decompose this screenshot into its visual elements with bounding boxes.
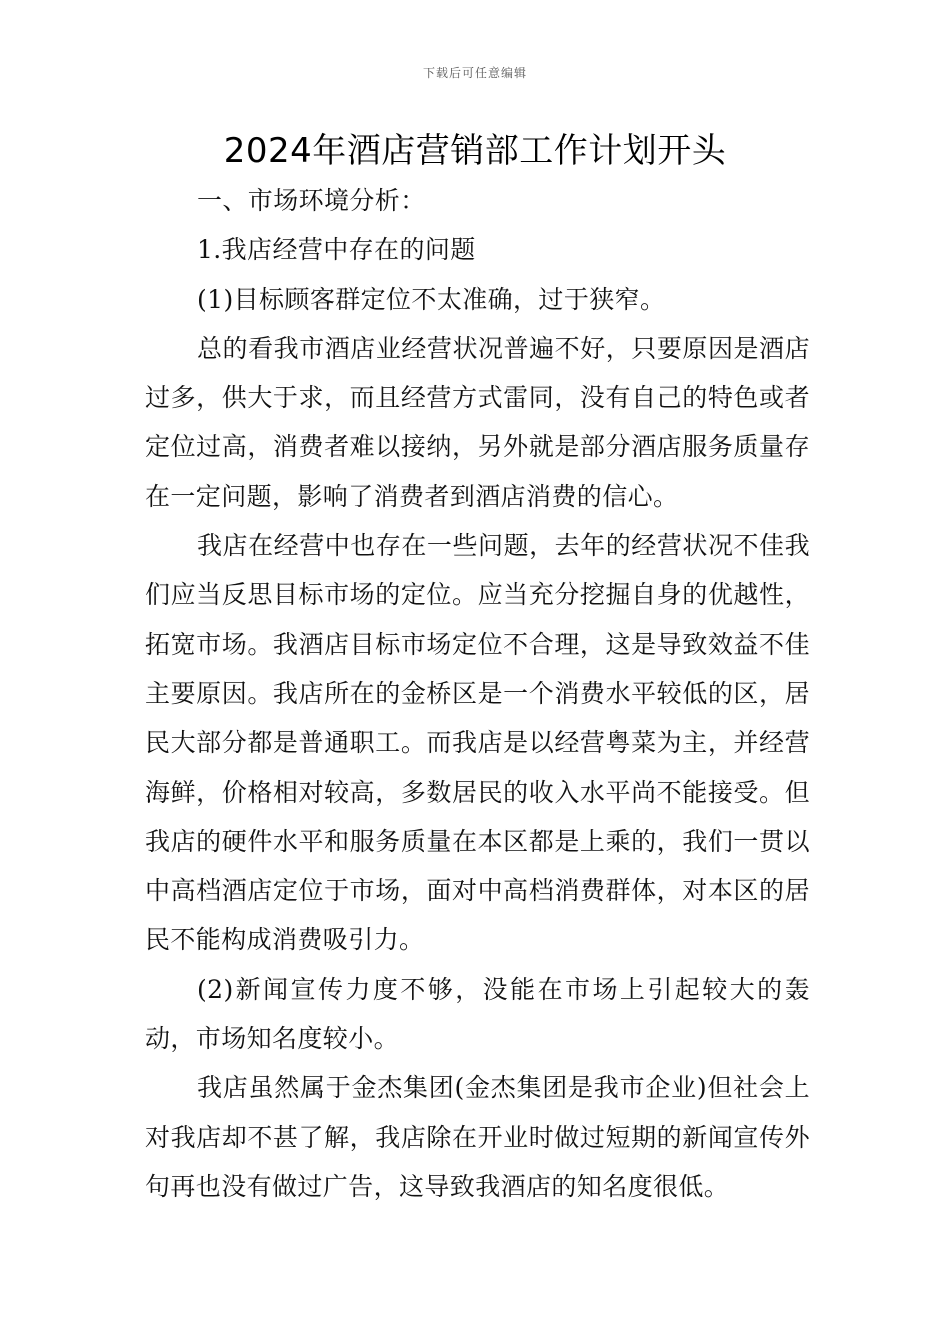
header-note: 下载后可任意编辑 [422, 66, 527, 80]
problem-item-2: (2)新闻宣传力度不够，没能在市场上引起较大的轰动，市场知名度较小。 [145, 974, 810, 1054]
problem-item-1: (1)目标顾客群定位不太准确，过于狭窄。 [197, 284, 666, 314]
subsection-heading: 1.我店经营中存在的问题 [197, 235, 476, 265]
body-paragraph: 我店虽然属于金杰集团(金杰集团是我市企业)但社会上对我店却不甚了解，我店除在开业时做过短期的新闻宣传外句再也没有做过广告，这导致我酒店的知名度很低。 [145, 1073, 810, 1201]
document-title: 2024年酒店营销部工作计划开头 [223, 131, 727, 171]
section-heading: 一、市场环境分析： [197, 186, 426, 215]
body-paragraph: 总的看我市酒店业经营状况普遍不好，只要原因是酒店过多，供大于求，而且经营方式雷同，没有自己的特色或者定位过高，消费者难以接纳，另外就是部分酒店服务质量存在一定问题，影响了消费者到酒店消费的信心。 [145, 333, 810, 511]
body-paragraph: 我店在经营中也存在一些问题，去年的经营状况不佳我们应当反思目标市场的定位。应当充分挖掘自身的优越性，拓宽市场。我酒店目标市场定位不合理，这是导致效益不佳主要原因。我店所在的金桥区是一个消费水平较低的区，居民大部分都是普通职工。而我店是以经营粤菜为主，并经营海鲜，价格相对较高，多数居民的收入水平尚不能接受。但我店的硬件水平和服务质量在本区都是上乘的，我们一贯以中高档酒店定位于市场，面对中高档消费群体，对本区的居民不能构成消费吸引力。 [145, 531, 810, 955]
document-body [145, 176, 810, 1211]
